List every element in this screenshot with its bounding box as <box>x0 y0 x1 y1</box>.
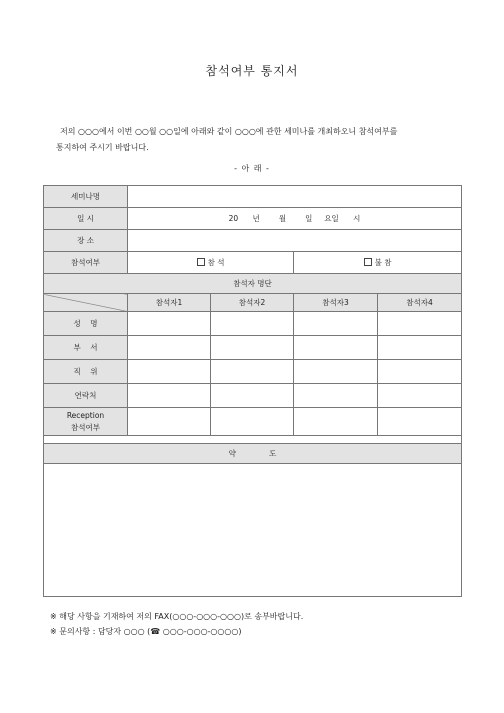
section-marker: - 아 래 - <box>234 164 270 173</box>
seminar-field[interactable] <box>128 186 462 208</box>
attendee-col-1: 참석자1 <box>128 294 211 312</box>
position-cell-3[interactable] <box>294 360 378 384</box>
attend-label: 참석여부 <box>44 252 128 274</box>
reception-cell-2[interactable] <box>211 408 294 436</box>
attendee-col-3: 참석자3 <box>294 294 378 312</box>
datetime-row <box>44 208 462 230</box>
footer-note-fax: ※ 해당 사항을 기재하여 저의 FAX(○○○-○○○-○○○)로 송부바랍니다. <box>50 612 304 621</box>
dept-cell-4[interactable] <box>378 336 462 360</box>
dept-cell-2[interactable] <box>211 336 294 360</box>
position-row <box>44 360 462 384</box>
intro-paragraph <box>56 124 466 156</box>
contact-row <box>44 384 462 408</box>
intro-line-1: 저의 ○○○에서 이번 ○○월 ○○일에 아래와 같이 ○○○에 관한 세미나를 개최하오니 참석여부를 <box>60 127 398 136</box>
attendee-list-header: 참석자 명단 <box>44 274 462 294</box>
document-title: 참석여부 통지서 <box>205 64 299 78</box>
map-area-row <box>44 464 462 597</box>
map-header-row <box>44 444 462 464</box>
contact-cell-1[interactable] <box>128 384 211 408</box>
map-area[interactable] <box>44 464 462 597</box>
attendee-columns-row <box>44 294 462 312</box>
map-header: 약 도 <box>44 444 462 464</box>
position-cell-2[interactable] <box>211 360 294 384</box>
attendee-col-4: 참석자4 <box>378 294 462 312</box>
reception-cell-4[interactable] <box>378 408 462 436</box>
position-label: 직 위 <box>44 360 128 384</box>
attendee-col-2: 참석자2 <box>211 294 294 312</box>
reception-cell-1[interactable] <box>128 408 211 436</box>
attend-row <box>44 252 462 274</box>
footer-note-contact: ※ 문의사항 : 담당자 ○○○ (☎ ○○○-○○○-○○○○) <box>50 627 242 636</box>
reception-row <box>44 408 462 436</box>
reception-label-line-1: Reception <box>66 410 105 420</box>
contact-cell-3[interactable] <box>294 384 378 408</box>
absent-option[interactable]: 불 참 <box>294 252 462 274</box>
name-cell-3[interactable] <box>294 312 378 336</box>
name-cell-4[interactable] <box>378 312 462 336</box>
place-field[interactable] <box>128 230 462 252</box>
name-cell-1[interactable] <box>128 312 211 336</box>
dept-cell-1[interactable] <box>128 336 211 360</box>
attendee-header-row <box>44 274 462 294</box>
contact-label: 연락처 <box>44 384 128 408</box>
reception-label-line-2: 참석여부 <box>71 422 100 432</box>
reception-cell-3[interactable] <box>294 408 378 436</box>
place-label: 장 소 <box>44 230 128 252</box>
diagonal-header-cell <box>44 294 128 312</box>
position-cell-4[interactable] <box>378 360 462 384</box>
datetime-field[interactable]: 20 년 월 일 요일 시 <box>128 208 462 230</box>
name-cell-2[interactable] <box>211 312 294 336</box>
spacer-row <box>44 436 462 444</box>
dept-cell-3[interactable] <box>294 336 378 360</box>
position-cell-1[interactable] <box>128 360 211 384</box>
seminar-row <box>44 186 462 208</box>
checkbox-absent[interactable] <box>364 258 372 266</box>
datetime-label: 일 시 <box>44 208 128 230</box>
intro-line-2: 통지하여 주시기 바랍니다. <box>56 143 149 152</box>
contact-cell-4[interactable] <box>378 384 462 408</box>
dept-label: 부 서 <box>44 336 128 360</box>
spacer-cell <box>44 436 462 444</box>
attend-option[interactable]: 참 석 <box>128 252 294 274</box>
attendance-form-table <box>43 185 462 597</box>
reception-label <box>44 408 128 436</box>
place-row <box>44 230 462 252</box>
contact-cell-2[interactable] <box>211 384 294 408</box>
name-row <box>44 312 462 336</box>
name-label: 성 명 <box>44 312 128 336</box>
seminar-label: 세미나명 <box>44 186 128 208</box>
checkbox-attend[interactable] <box>197 258 205 266</box>
dept-row <box>44 336 462 360</box>
